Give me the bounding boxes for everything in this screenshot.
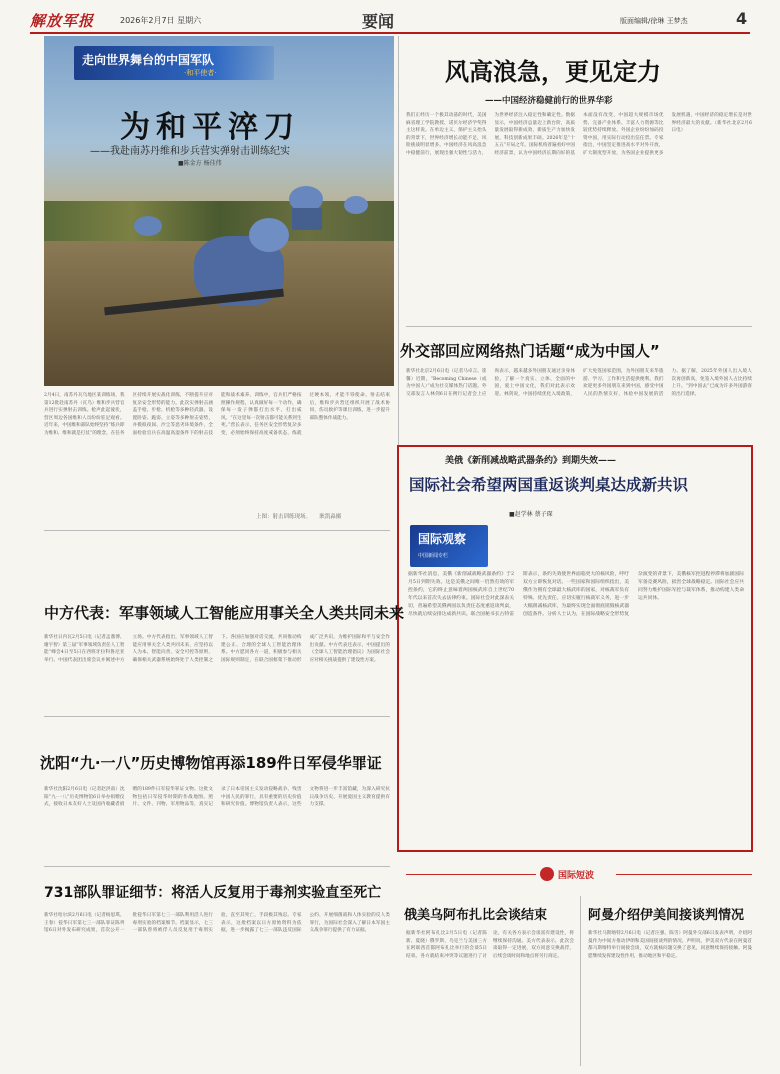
ai-headline: 中方代表：军事领域人工智能应用事关全人类共同未来 (44, 604, 405, 622)
brief-label-text: 国际短波 (558, 871, 595, 881)
banner-title: 走向世界舞台的中国军队 (82, 53, 215, 67)
column-badge-subtitle: 中国新闻专栏 (418, 553, 449, 559)
newspaper-logo: 解放军报 (30, 12, 95, 30)
museum-body: 新华社沈阳2月6日电（记者赵洪南）沈阳“九·一八”历史博物馆6日举办捐赠仪式，接收日本友好人士及国内收藏者捐赠的189件日军侵华罪证文物。这批文物包括日军侵华时期的作战地图、照片、文件、刊物、军用物品等，真实记录了日本帝国主义发动侵略战争、残害中国人民的罪行，具有重要的历史价值和研究价值。博物馆负责人表示，这些文物将进一步丰富馆藏，为深入研究抗日战争历史、开展爱国主义教育提供有力支撑。 (44, 787, 390, 808)
economy-subhead: ——中国经济稳健前行的世界华彩 (485, 96, 613, 106)
treaty-kicker: 美俄《新削减战略武器条约》到期失效—— (445, 456, 617, 466)
diplomacy-headline: 外交部回应网络热门话题“成为中国人” (400, 342, 660, 360)
museum-headline: 沈阳“九·一八”历史博物馆再添189件日军侵华罪证 (40, 754, 382, 772)
brief1-headline: 俄美乌阿布扎比会谈结束 (404, 908, 548, 923)
column-badge (410, 525, 488, 567)
banner-subtitle: ·和平使者· (184, 69, 217, 77)
treaty-box (397, 445, 753, 852)
economy-headline: 风高浪急，更见定力 (445, 58, 661, 86)
peacekeeping-subhead: ——我赴南苏丹维和步兵营实弹射击训练纪实 (90, 146, 290, 157)
section-title: 要闻 (362, 12, 395, 31)
peacekeeping-headline: 为和平淬刀 (120, 110, 300, 145)
peacekeeping-photo (44, 36, 394, 386)
peacekeeping-body: 2月4日，南苏丹瓦乌地区某训练场，我第12批赴南苏丹（瓦乌）维和步兵营官兵进行实弹射击训练。枪声此起彼伏，营区周边各国维和人员纷纷驻足观看。近年来，中国维和部队始终坚持“练兵即为维和、维和就是打仗”的理念，在任务区持续开展实战化训练，不断提升应对复杂安全形势的能力。此次实弹射击涵盖手枪、步枪、机枪等多种轻武器，设置卧姿、跪姿、立姿等多种射击姿势，并模拟夜间、沙尘等恶劣环境条件，全面检验官兵在高温高湿条件下的射击技能和战术素养。训练中，官兵们严格按照操作规程，认真做好每一个动作，确保每一发子弹都打出水平、打出威风。“在这里每一次射击都可能关系到生死。”营长表示，任务区安全形势复杂多变，必须始终保持高度戒备状态，练就过硬本领，才能不辱使命。射击结束后，维和步兵营还组织开展了战术协同、伤员救护等课目训练，进一步提升部队整体作战能力。 (44, 393, 390, 436)
masthead (0, 0, 780, 34)
photo-caption: 上图：射击训练现场。 耿凯淼摄 (256, 514, 342, 520)
brief1-body: 据新华社阿布扎比2月5日电（记者陈新、夏晓）俄罗斯、乌克兰与美国三方在阿联酋首都阿布扎比举行的会谈5日结束。各方就结束冲突等议题进行了讨论，有关各方表示会谈富有建设性，将继续保持沟通。美方代表表示，此次会谈取得一定进展，双方同意交换战俘，后续会谈时间和地点将另行商定。 (406, 931, 574, 959)
brief-label (536, 864, 616, 884)
page-number: 4 (736, 9, 748, 28)
treaty-body: 据新华社消息，美俄《新削减战略武器条约》于2月5日到期失效。这是美俄之间唯一仍然有效的军控条约，它的终止意味着两国核武库自上世纪70年代以来首次失去法律约束。国际社会对此深表关切，普遍希望美俄两国以负责任态度重返谈判桌，尽快就后续安排达成新共识。联合国秘书长古特雷斯表示，条约失效使世界面临更大的核风险，呼吁双方立即恢复对话。一些国家和国际组织指出，美俄作为拥有全球最大核武库的国家，对核裁军负有特殊、优先责任，应切实履行核裁军义务，进一步大幅削减核武库，为最终实现全面彻底销毁核武器创造条件。分析人士认为，在国际战略安全形势复杂演变的背景下，美俄核军控进程停滞将加剧国际军备竞赛风险，损害全球战略稳定。国际社会应共同努力维护国际军控与裁军体系，推动构建人类命运共同体。 (408, 572, 744, 617)
treaty-headline: 国际社会希望两国重返谈判桌达成新共识 (409, 476, 689, 494)
peacekeeping-byline: ■陈金方 杨佳伟 (178, 160, 222, 167)
unit731-body: 新华社哈尔滨2月6日电（记者杨思琪、王春）侵华日军第七三一部队罪证陈列馆6日对外发布研究成果，首次公开一批侵华日军第七三一部队利用活人进行毒剂实验的档案细节。档案显示，七三一部队曾将被俘人员反复用于毒剂实验，直至其死亡，手段极其残忍。专家表示，这批档案以日方原始资料为依据，进一步揭露了七三一部队违反国际公约、开展细菌战和人体实验的反人类罪行，为国际社会深入了解日本军国主义战争罪行提供了有力证据。 (44, 913, 390, 934)
page-editor: 版面编辑/徐琳 王梦杰 (620, 17, 688, 25)
column-banner (74, 46, 274, 80)
globe-icon (540, 867, 554, 881)
treaty-byline: ■赵学林 蔡子琛 (509, 511, 553, 518)
unit731-headline: 731部队罪证细节：将活人反复用于毒剂实验直至死亡 (44, 885, 382, 901)
economy-body: 我们正经历一个极其动荡的时代，美国麻省理工学院教授、诺贝尔经济学奖得主这样说。在单边主义、保护主义抬头的背景下，世界经济增长动能不足，风险挑战明显增多。中国经济在风高浪急中稳健前行，展现出强大韧性与活力，为世界经济注入稳定性和确定性。数据显示，中国经济总量迈上新台阶，高质量发展取得新成效，新质生产力加快发展，科技创新成果丰硕。2026年是“十五五”开局之年。国际机构普遍看好中国经济前景，认为中国经济长期向好的基本面没有改变，中国超大规模市场优势、完备产业体系、丰富人力资源等比较优势持续释放。外国企业纷纷加码投资中国，用实际行动投出信任票。专家指出，中国坚定推进高水平对外开放，扩大制度型开放，为各国企业提供更多发展机遇，中国经济的稳定增长是对世界经济最大的贡献。（新华社北京2月6日电） (406, 113, 752, 156)
brief2-body: 新华社马斯喀特2月6日电（记者汪强、陈雪）阿曼外交部6日发表声明，介绍阿曼作为中间方推动伊朗和美国间接谈判的情况。声明说，伊美双方代表在阿曼首都马斯喀特举行间接会谈，双方就核问题交换了意见，同意继续保持接触。阿曼愿继续发挥建设性作用，推动地区和平稳定。 (588, 931, 752, 959)
issue-date: 2026年2月7日 星期六 (120, 16, 202, 25)
ai-body: 新华社日内瓦2月5日电（记者孟鼎博、谢宇智）第三届“军事领域负责任人工智能”峰会4日至5日在西班牙拉科鲁尼亚举行。中国代表团出席会议并阐述中方立场。中方代表指出，军事领域人工智能应用事关全人类共同未来，应坚持以人为本、智能向善、安全可控等原则，确保相关武器系统始终处于人类控制之下。各国应加强对话交流，共同推动构建公正、合理的全球人工智能治理体系。中方愿同各方一道，积极参与相关国际规则制定，在联合国框架下推动形成广泛共识，为维护国际和平与安全作出贡献。中方代表还表示，中国提出的《全球人工智能治理倡议》为国际社会应对相关挑战提供了建设性方案。 (44, 635, 390, 663)
diplomacy-body: 新华社北京2月6日电（记者马卓言、崔馨）近期，“Becoming Chinese（成为中国人）”成为社交媒体热门话题。外交部发言人林剑6日在例行记者会上应询表示，越来越多外国朋友通过亲身体验，了解一个真实、立体、全面的中国，爱上中国文化，我们对此表示欢迎。林剑说，中国持续优化入境政策，扩大免签国家范围，为外国朋友来华旅游、学习、工作和生活提供便利。我们欢迎更多外国朋友来到中国，感受中国人民的热情友好，体验中国发展的活力。据了解，2025年外国人出入境人次再创新高，免签入境外国人占比持续上升。“到中国去”已成为许多外国游客的出行选择。 (406, 369, 752, 397)
brief2-headline: 阿曼介绍伊美间接谈判情况 (588, 908, 745, 923)
column-badge-title: 国际观察 (418, 532, 467, 546)
